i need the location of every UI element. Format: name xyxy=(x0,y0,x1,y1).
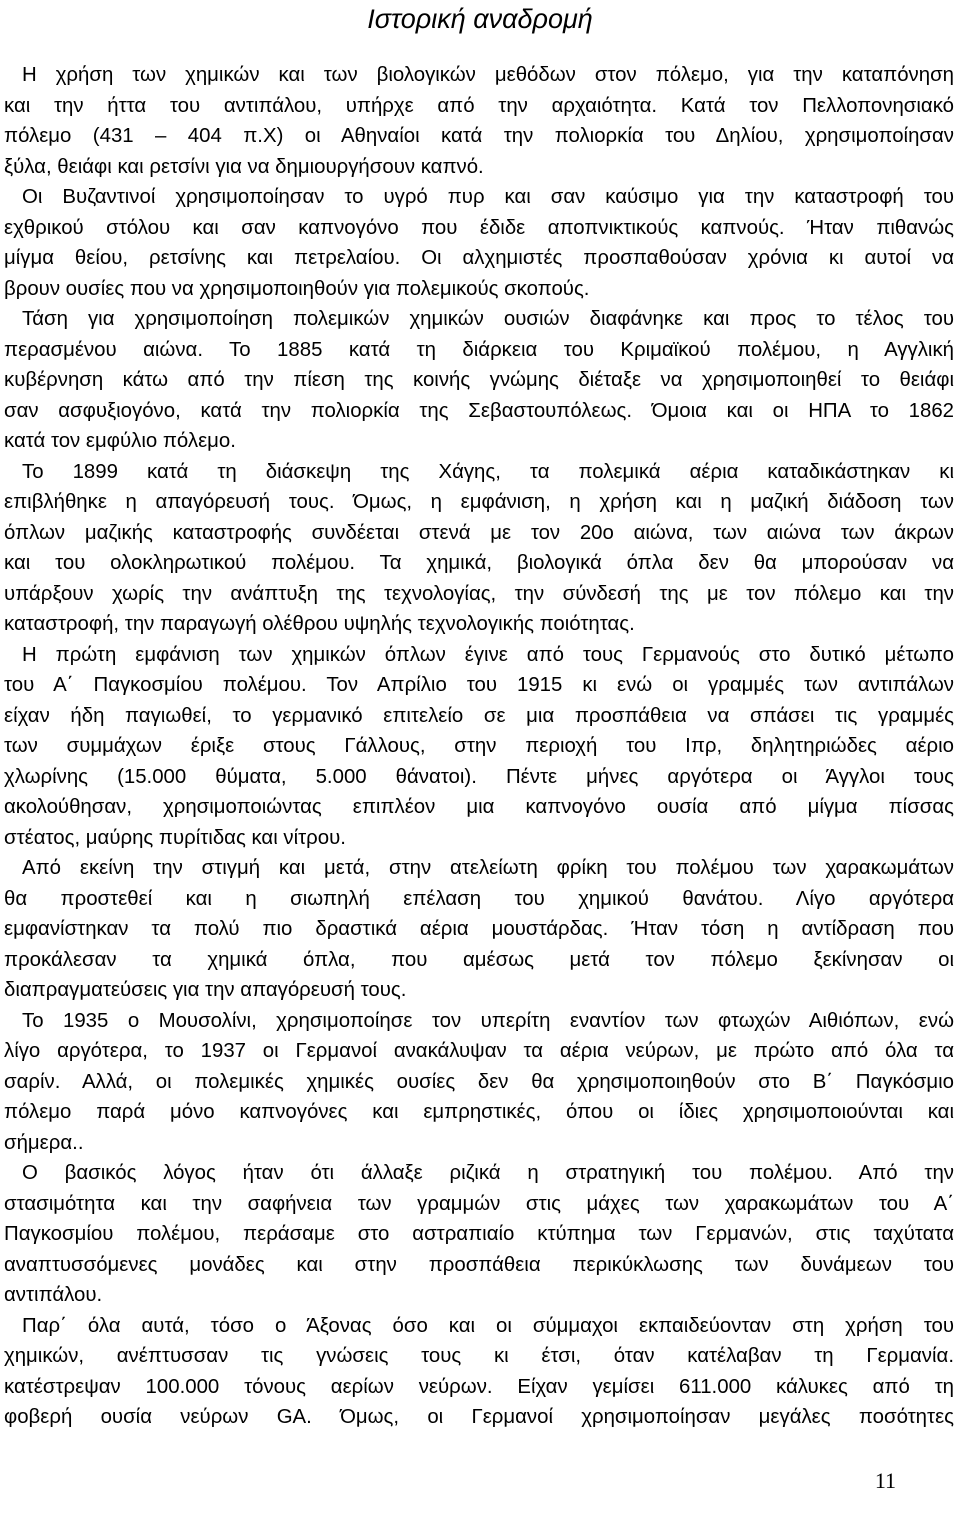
text-line: προκάλεσαν τα χημικά όπλα, που αμέσως μετά τον πόλεμο ξεκίνησαν οι xyxy=(4,948,954,971)
text-line: Από εκείνη την στιγμή και μετά, στην ατελείωτη φρίκη του πολέμου των χαρακωμάτων xyxy=(22,857,954,879)
text-line: φοβερή ουσία νεύρων GA. Όμως, οι Γερμανοί χρησιμοποίησαν μεγάλες ποσότητες xyxy=(4,1406,954,1428)
text-line: καταστροφή, την παραγωγή ολέθρου υψηλής τεχνολογικής ποιότητας. xyxy=(4,613,635,635)
text-line: Παγκοσμίου πολέμου, περάσαμε στο αστραπιαίο κτύπημα των Γερμανών, στις ταχύτατα xyxy=(4,1223,954,1245)
text-line: και την ήττα του αντιπάλου, υπήρχε από την αρχαιότητα. Κατά τον Πελλοπονησιακό xyxy=(4,94,954,117)
text-line: σαρίν. Αλλά, οι πολεμικές χημικές ουσίες δεν θα χρησιμοποιηθούν στο Β΄ Παγκόσμιο xyxy=(4,1070,954,1093)
text-line: εμφανίστηκαν τα πολύ πιο δραστικά αέρια μουστάρδας. Ήταν τόση η αντίδραση που xyxy=(4,918,954,940)
text-line: Ο βασικός λόγος ήταν ότι άλλαξε ριζικά η στρατηγική του πολέμου. Από την xyxy=(22,1162,954,1184)
text-line: ακολούθησαν, χρησιμοποιώντας επιπλέον μια καπνογόνο ουσία από μίγμα πίσσας xyxy=(4,796,954,818)
text-line: διαπραγματεύσεις για την απαγόρευσή τους. xyxy=(4,979,407,1001)
text-line: των συμμάχων έριξε στους Γάλλους, στην περιοχή του Ιπρ, δηλητηριώδες αέριο xyxy=(4,735,954,757)
text-line: και του ολοκληρωτικού πολέμου. Τα χημικά, βιολογικά όπλα δεν θα μπορούσαν να xyxy=(4,552,954,574)
text-line: σήμερα.. xyxy=(4,1131,84,1154)
text-line: κατά τον εμφύλιο πόλεμο. xyxy=(4,430,236,452)
text-line: κατέστρεψαν 100.000 τόνους αερίων νεύρων. Είχαν γεμίσει 611.000 κάλυκες από τη xyxy=(4,1375,954,1398)
text-line: Τάση για χρησιμοποίηση πολεμικών χημικών ουσιών διαφάνηκε και προς το τέλος του xyxy=(22,308,954,330)
text-line: είχαν ήδη παγιωθεί, το γερμανικό επιτελείο σε μια προσπάθεια να σπάσει τις γραμμές xyxy=(4,704,954,727)
text-line: βρουν ουσίες που να χρησιμοποιηθούν για πολεμικούς σκοπούς. xyxy=(4,277,590,300)
page-number: 11 xyxy=(874,1468,896,1493)
body-text xyxy=(4,60,954,1433)
text-line: αντιπάλου. xyxy=(4,1284,103,1306)
section-title: Ιστορική αναδρομή xyxy=(367,4,593,34)
text-line: αναπτυσσόμενες μονάδες και στην προσπάθεια περικύκλωσης των δυνάμεων του xyxy=(4,1253,954,1276)
text-line: Το 1899 κατά τη διάσκεψη της Χάγης, τα πολεμικά αέρια καταδικάστηκαν κι xyxy=(22,460,954,483)
text-line: επιβλήθηκε η απαγόρευσή τους. Όμως, η εμφάνιση, η χρήση και η μαζική διάδοση των xyxy=(4,491,954,513)
text-line: θα προστεθεί και η σιωπηλή επέλαση του χημικού θανάτου. Λίγο αργότερα xyxy=(4,887,954,910)
text-line: κυβέρνηση κάτω από την πίεση της κοινής γνώμης διέταξε να χρησιμοποιηθεί το θειάφι xyxy=(4,369,954,391)
text-line: μίγμα θείου, ρετσίνης και πετρελαίου. Οι αλχημιστές προσπαθούσαν χρόνια κι αυτοί να xyxy=(4,247,954,269)
text-line: Η χρήση των χημικών και των βιολογικών μεθόδων στον πόλεμο, για την καταπόνηση xyxy=(22,64,954,86)
text-line: χημικών, ανέπτυσσαν τις γνώσεις τους κι έτσι, όταν κατέλαβαν τη Γερμανία. xyxy=(4,1345,954,1367)
text-line: όπλων μαζικής καταστροφής συνδέεται στενά με τον 20ο αιώνα, των αιώνα των άκρων xyxy=(4,521,954,544)
text-line: Παρ΄ όλα αυτά, τόσο ο Άξονας όσο και οι σύμμαχοι εκπαιδεύονταν στη χρήση του xyxy=(22,1314,954,1337)
text-line: του Α΄ Παγκοσμίου πολέμου. Τον Απρίλιο του 1915 κι ενώ οι γραμμές των αντιπάλων xyxy=(4,674,954,696)
text-line: εχθρικού στόλου και σαν καπνογόνο που έδιδε αποπνικτικούς καπνούς. Ήταν πιθανώς xyxy=(4,216,954,239)
text-line: πόλεμο παρά μόνο καπνογόνες και εμπρηστικές, όπου οι ίδιες χρησιμοποιούνται και xyxy=(4,1101,954,1123)
text-line: χλωρίνης (15.000 θύματα, 5.000 θάνατοι). Πέντε μήνες αργότερα οι Άγγλοι τους xyxy=(4,765,954,788)
text-line: Οι Βυζαντινοί χρησιμοποίησαν το υγρό πυρ και σαν καύσιμο για την καταστροφή του xyxy=(22,186,954,208)
text-line: ξύλα, θειάφι και ρετσίνι για να δημιουργήσουν καπνό. xyxy=(4,155,484,178)
text-line: λίγο αργότερα, το 1937 οι Γερμανοί ανακάλυψαν τα αέρια νεύρων, με πρώτο από όλα τα xyxy=(4,1040,954,1062)
text-line: πόλεμο (431 – 404 π.Χ) οι Αθηναίοι κατά την πολιορκία του Δηλίου, χρησιμοποίησαν xyxy=(4,125,954,147)
text-line: σαν ασφυξιογόνο, κατά την πολιορκία της Σεβαστουπόλεως. Όμοια και οι ΗΠΑ το 1862 xyxy=(4,399,954,422)
text-line: Η πρώτη εμφάνιση των χημικών όπλων έγινε από τους Γερμανούς στο δυτικό μέτωπο xyxy=(22,643,954,666)
text-line: Το 1935 ο Μουσολίνι, χρησιμοποίησε τον υπερίτη εναντίον των φτωχών Αιθιόπων, ενώ xyxy=(22,1009,954,1032)
text-line: περασμένου αιώνα. Το 1885 κατά τη διάρκεια του Κριμαϊκού πολέμου, η Αγγλική xyxy=(4,338,954,361)
text-line: στέατος, μαύρης πυρίτιδας και νίτρου. xyxy=(4,826,346,849)
text-line: υπάρξουν χωρίς την ανάπτυξη της τεχνολογίας, την σύνδεσή της με τον πόλεμο και την xyxy=(4,582,954,605)
text-line: στασιμότητα και την σαφήνεια των γραμμών στις μάχες των χαρακωμάτων του Α΄ xyxy=(4,1192,954,1215)
